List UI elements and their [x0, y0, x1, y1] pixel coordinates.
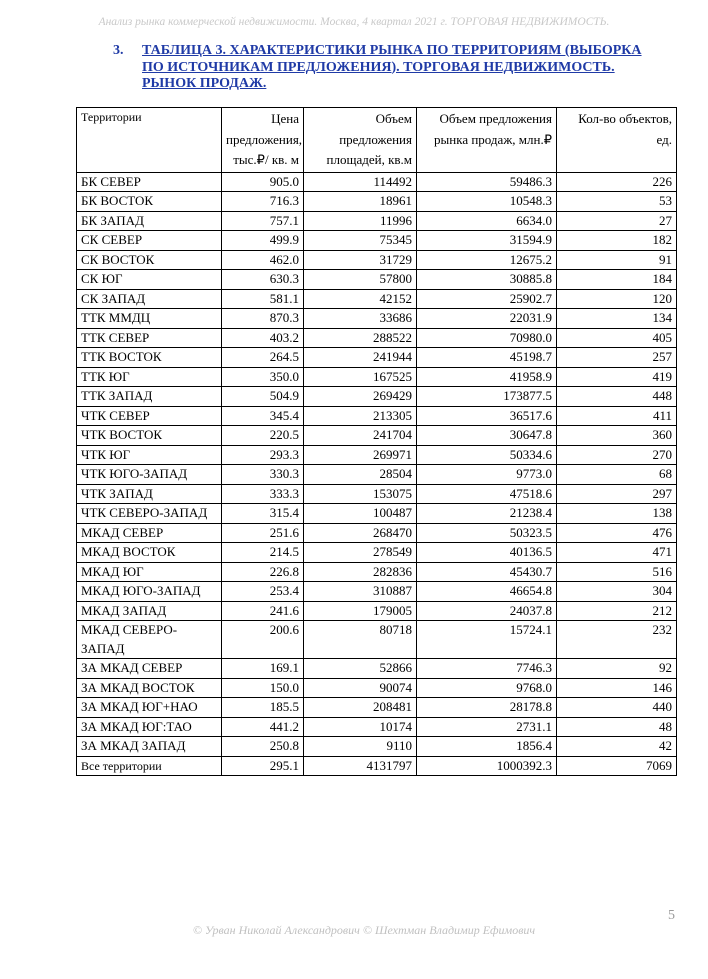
area-cell: 75345	[304, 231, 417, 251]
volume-cell: 15724.1	[417, 621, 557, 659]
count-cell: 134	[557, 309, 677, 329]
table-row	[77, 465, 677, 485]
count-cell: 297	[557, 484, 677, 504]
count-cell: 360	[557, 426, 677, 446]
table-row	[77, 504, 677, 524]
total-price-cell: 295.1	[222, 756, 304, 775]
volume-cell: 50323.5	[417, 523, 557, 543]
table-header-row	[77, 108, 677, 173]
territory-cell: ЗА МКАД ЗАПАД	[77, 737, 222, 757]
price-cell: 226.8	[222, 562, 304, 582]
table-row	[77, 484, 677, 504]
column-header-volume: Объем предложения рынка продаж, млн.₽	[417, 108, 557, 173]
table-row	[77, 328, 677, 348]
area-cell: 114492	[304, 172, 417, 192]
area-cell: 278549	[304, 543, 417, 563]
area-cell: 179005	[304, 601, 417, 621]
area-cell: 9110	[304, 737, 417, 757]
area-cell: 90074	[304, 678, 417, 698]
price-cell: 350.0	[222, 367, 304, 387]
volume-cell: 45430.7	[417, 562, 557, 582]
price-cell: 345.4	[222, 406, 304, 426]
price-cell: 200.6	[222, 621, 304, 659]
table-row	[77, 523, 677, 543]
count-cell: 48	[557, 717, 677, 737]
count-cell: 516	[557, 562, 677, 582]
territory-cell: ЧТК ВОСТОК	[77, 426, 222, 446]
total-count-cell: 7069	[557, 756, 677, 775]
volume-cell: 47518.6	[417, 484, 557, 504]
count-cell: 232	[557, 621, 677, 659]
table-row	[77, 601, 677, 621]
area-cell: 167525	[304, 367, 417, 387]
area-cell: 11996	[304, 211, 417, 231]
count-cell: 120	[557, 289, 677, 309]
table-row	[77, 211, 677, 231]
territory-cell: ЧТК ЮГ	[77, 445, 222, 465]
count-cell: 182	[557, 231, 677, 251]
territory-cell: БК ВОСТОК	[77, 192, 222, 212]
count-cell: 212	[557, 601, 677, 621]
volume-cell: 36517.6	[417, 406, 557, 426]
volume-cell: 24037.8	[417, 601, 557, 621]
area-cell: 18961	[304, 192, 417, 212]
price-cell: 293.3	[222, 445, 304, 465]
area-cell: 33686	[304, 309, 417, 329]
volume-cell: 22031.9	[417, 309, 557, 329]
volume-cell: 10548.3	[417, 192, 557, 212]
area-cell: 269429	[304, 387, 417, 407]
territory-cell: БК ЗАПАД	[77, 211, 222, 231]
area-cell: 28504	[304, 465, 417, 485]
total-volume-cell: 1000392.3	[417, 756, 557, 775]
price-cell: 499.9	[222, 231, 304, 251]
territory-cell: ТТК ММДЦ	[77, 309, 222, 329]
price-cell: 264.5	[222, 348, 304, 368]
table-row	[77, 367, 677, 387]
table-row	[77, 406, 677, 426]
area-cell: 208481	[304, 698, 417, 718]
territory-cell: БК СЕВЕР	[77, 172, 222, 192]
count-cell: 68	[557, 465, 677, 485]
price-cell: 250.8	[222, 737, 304, 757]
table-row	[77, 289, 677, 309]
territory-cell: ЗА МКАД ЮГ:ТАО	[77, 717, 222, 737]
territory-cell: ЧТК ЮГО-ЗАПАД	[77, 465, 222, 485]
territory-cell: ТТК ВОСТОК	[77, 348, 222, 368]
volume-cell: 40136.5	[417, 543, 557, 563]
territory-cell: МКАД ЗАПАД	[77, 601, 222, 621]
volume-cell: 50334.6	[417, 445, 557, 465]
column-header-territory: Территории	[77, 108, 222, 173]
price-cell: 716.3	[222, 192, 304, 212]
volume-cell: 59486.3	[417, 172, 557, 192]
price-cell: 220.5	[222, 426, 304, 446]
territory-cell: СК ЮГ	[77, 270, 222, 290]
count-cell: 304	[557, 582, 677, 602]
table-row	[77, 250, 677, 270]
count-cell: 91	[557, 250, 677, 270]
volume-cell: 6634.0	[417, 211, 557, 231]
area-cell: 10174	[304, 717, 417, 737]
area-cell: 213305	[304, 406, 417, 426]
table-row	[77, 582, 677, 602]
table-row	[77, 387, 677, 407]
price-cell: 253.4	[222, 582, 304, 602]
table-row	[77, 309, 677, 329]
price-cell: 905.0	[222, 172, 304, 192]
volume-cell: 1856.4	[417, 737, 557, 757]
table-row	[77, 562, 677, 582]
territory-cell: МКАД ВОСТОК	[77, 543, 222, 563]
price-cell: 169.1	[222, 659, 304, 679]
territory-cell: ЗА МКАД ЮГ+НАО	[77, 698, 222, 718]
table-row	[77, 348, 677, 368]
area-cell: 42152	[304, 289, 417, 309]
price-cell: 441.2	[222, 717, 304, 737]
area-cell: 80718	[304, 621, 417, 659]
territory-cell: ТТК ЗАПАД	[77, 387, 222, 407]
price-cell: 504.9	[222, 387, 304, 407]
volume-cell: 28178.8	[417, 698, 557, 718]
volume-cell: 173877.5	[417, 387, 557, 407]
table-row	[77, 543, 677, 563]
price-cell: 330.3	[222, 465, 304, 485]
volume-cell: 46654.8	[417, 582, 557, 602]
table-row	[77, 426, 677, 446]
table-row	[77, 717, 677, 737]
territory-cell: ЗА МКАД ВОСТОК	[77, 678, 222, 698]
area-cell: 241944	[304, 348, 417, 368]
territory-cell: ТТК ЮГ	[77, 367, 222, 387]
count-cell: 27	[557, 211, 677, 231]
volume-cell: 30885.8	[417, 270, 557, 290]
count-cell: 440	[557, 698, 677, 718]
table-row	[77, 678, 677, 698]
territory-cell: МКАД ЮГО-ЗАПАД	[77, 582, 222, 602]
volume-cell: 12675.2	[417, 250, 557, 270]
count-cell: 138	[557, 504, 677, 524]
territory-cell: СК СЕВЕР	[77, 231, 222, 251]
area-cell: 100487	[304, 504, 417, 524]
price-cell: 581.1	[222, 289, 304, 309]
territory-cell: ТТК СЕВЕР	[77, 328, 222, 348]
price-cell: 870.3	[222, 309, 304, 329]
count-cell: 448	[557, 387, 677, 407]
count-cell: 226	[557, 172, 677, 192]
count-cell: 405	[557, 328, 677, 348]
table-row	[77, 698, 677, 718]
count-cell: 146	[557, 678, 677, 698]
table-total-row	[77, 756, 677, 775]
count-cell: 411	[557, 406, 677, 426]
volume-cell: 7746.3	[417, 659, 557, 679]
volume-cell: 9773.0	[417, 465, 557, 485]
price-cell: 150.0	[222, 678, 304, 698]
section-number: 3.	[113, 43, 124, 58]
volume-cell: 21238.4	[417, 504, 557, 524]
price-cell: 757.1	[222, 211, 304, 231]
price-cell: 251.6	[222, 523, 304, 543]
area-cell: 52866	[304, 659, 417, 679]
volume-cell: 31594.9	[417, 231, 557, 251]
area-cell: 241704	[304, 426, 417, 446]
volume-cell: 45198.7	[417, 348, 557, 368]
area-cell: 57800	[304, 270, 417, 290]
area-cell: 282836	[304, 562, 417, 582]
table-row	[77, 172, 677, 192]
territory-cell: МКАД ЮГ	[77, 562, 222, 582]
count-cell: 270	[557, 445, 677, 465]
table-row	[77, 621, 677, 659]
market-table	[76, 107, 677, 776]
price-cell: 630.3	[222, 270, 304, 290]
count-cell: 42	[557, 737, 677, 757]
territory-cell: ЧТК СЕВЕР	[77, 406, 222, 426]
running-header: Анализ рынка коммерческой недвижимости. Москва, 4 квартал 2021 г. ТОРГОВАЯ НЕДВИЖИМОСТЬ.	[98, 16, 610, 28]
count-cell: 419	[557, 367, 677, 387]
territory-cell: СК ЗАПАД	[77, 289, 222, 309]
area-cell: 31729	[304, 250, 417, 270]
count-cell: 184	[557, 270, 677, 290]
area-cell: 268470	[304, 523, 417, 543]
territory-cell: МКАД СЕВЕРО-ЗАПАД	[77, 621, 222, 659]
area-cell: 310887	[304, 582, 417, 602]
table-row	[77, 737, 677, 757]
table-row	[77, 445, 677, 465]
column-header-area: Объем предложения площадей, кв.м	[304, 108, 417, 173]
count-cell: 471	[557, 543, 677, 563]
area-cell: 269971	[304, 445, 417, 465]
volume-cell: 9768.0	[417, 678, 557, 698]
table-row	[77, 270, 677, 290]
volume-cell: 2731.1	[417, 717, 557, 737]
table-row	[77, 192, 677, 212]
price-cell: 333.3	[222, 484, 304, 504]
count-cell: 476	[557, 523, 677, 543]
price-cell: 241.6	[222, 601, 304, 621]
price-cell: 185.5	[222, 698, 304, 718]
total-territory-cell: Все территории	[77, 756, 222, 775]
page-number: 5	[668, 908, 675, 923]
column-header-count: Кол-во объектов, ед.	[557, 108, 677, 173]
volume-cell: 30647.8	[417, 426, 557, 446]
territory-cell: ЧТК СЕВЕРО-ЗАПАД	[77, 504, 222, 524]
territory-cell: ЗА МКАД СЕВЕР	[77, 659, 222, 679]
price-cell: 214.5	[222, 543, 304, 563]
volume-cell: 25902.7	[417, 289, 557, 309]
count-cell: 53	[557, 192, 677, 212]
table-row	[77, 659, 677, 679]
count-cell: 92	[557, 659, 677, 679]
price-cell: 403.2	[222, 328, 304, 348]
territory-cell: СК ВОСТОК	[77, 250, 222, 270]
price-cell: 315.4	[222, 504, 304, 524]
section-title-link[interactable]: ТАБЛИЦА 3. ХАРАКТЕРИСТИКИ РЫНКА ПО ТЕРРИТОРИЯМ (ВЫБОРКА ПО ИСТОЧНИКАМ ПРЕДЛОЖЕНИЯ). ТОРГОВАЯ НЕДВИЖИМОСТЬ. РЫНОК ПРОДАЖ.	[142, 43, 642, 91]
column-header-price: Цена предложения, тыс.₽/ кв. м	[222, 108, 304, 173]
price-cell: 462.0	[222, 250, 304, 270]
area-cell: 288522	[304, 328, 417, 348]
count-cell: 257	[557, 348, 677, 368]
territory-cell: МКАД СЕВЕР	[77, 523, 222, 543]
volume-cell: 70980.0	[417, 328, 557, 348]
volume-cell: 41958.9	[417, 367, 557, 387]
footer-copyright: © Урван Николай Александрович © Шехтман Владимир Ефимович	[192, 923, 536, 937]
total-area-cell: 4131797	[304, 756, 417, 775]
territory-cell: ЧТК ЗАПАД	[77, 484, 222, 504]
area-cell: 153075	[304, 484, 417, 504]
table-row	[77, 231, 677, 251]
